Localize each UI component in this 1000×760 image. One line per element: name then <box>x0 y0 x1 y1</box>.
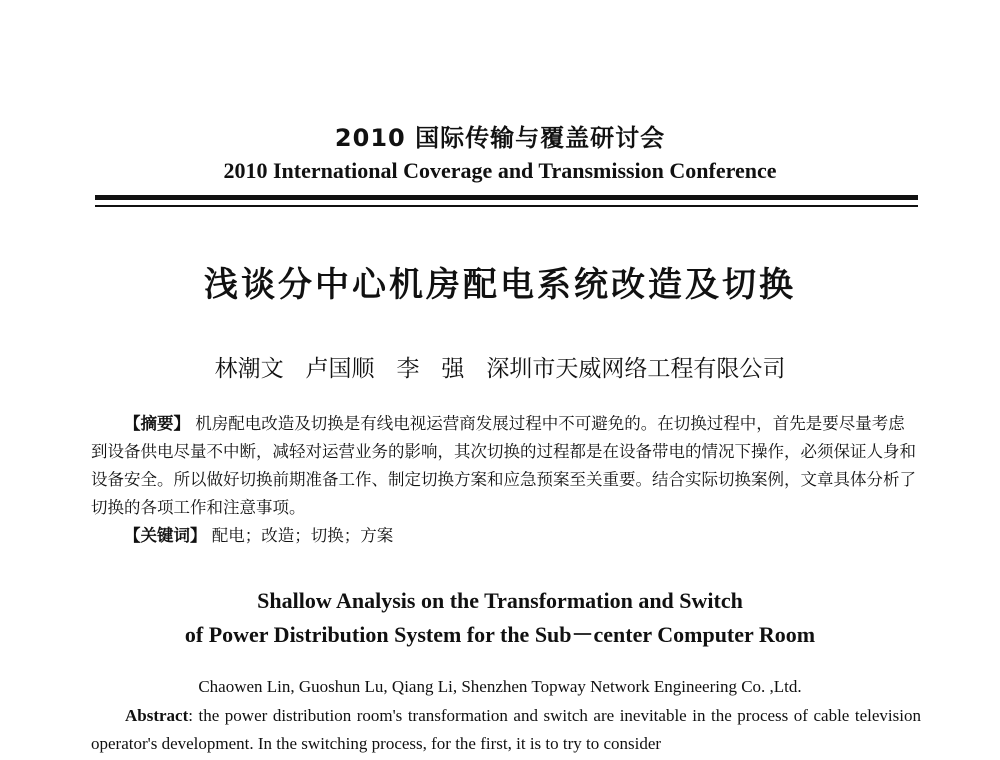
paper-title-cn: 浅谈分中心机房配电系统改造及切换 <box>204 265 796 305</box>
abstract-cn-paragraph <box>91 410 921 522</box>
authors-cn: 林潮文 卢国顺 李 强 深圳市天威网络工程有限公司 <box>214 356 786 382</box>
header-rule-thick <box>95 195 918 200</box>
abstract-en-text: the power distribution room's transformation and switch are inevitable in the process of cable television operator's development. In the switching process, for the first, it is to try to consider <box>91 706 921 753</box>
keywords-cn-paragraph <box>91 522 921 550</box>
abstract-en-label: Abstract <box>125 706 189 725</box>
conference-title-en: 2010 International Coverage and Transmission Conference <box>223 158 777 183</box>
abstract-en <box>91 702 921 758</box>
abstract-cn-text: 机房配电改造及切换是有线电视运营商发展过程中不可避免的。在切换过程中，首先是要尽量考虑到设备供电尽量不中断，减轻对运营业务的影响，其次切换的过程都是在设备带电的情况下操作，必须保证人身和设备安全。所以做好切换前期准备工作、制定切换方案和应急预案至关重要。结合实际切换案例，文章具体分析了切换的各项工作和注意事项。 <box>91 414 916 517</box>
paper-title-en <box>0 584 1000 652</box>
paper-title-en-line2: of Power Distribution System for the Sub－center Computer Room <box>184 622 816 647</box>
abstract-cn-label: 【摘要】 <box>124 414 190 433</box>
abstract-en-colon: : <box>188 706 199 725</box>
authors-en: Chaowen Lin, Guoshun Lu, Qiang Li, Shenzhen Topway Network Engineering Co. ,Ltd. <box>198 677 802 696</box>
keywords-cn-text: 配电；改造；切换；方案 <box>211 526 394 545</box>
abstract-cn <box>91 410 921 550</box>
keywords-cn-label: 【关键词】 <box>124 526 207 545</box>
paper-title-en-line1: Shallow Analysis on the Transformation and Switch <box>257 588 743 613</box>
header-rule-thin <box>95 205 918 207</box>
conference-title-cn: 2010 国际传输与覆盖研讨会 <box>334 124 666 152</box>
